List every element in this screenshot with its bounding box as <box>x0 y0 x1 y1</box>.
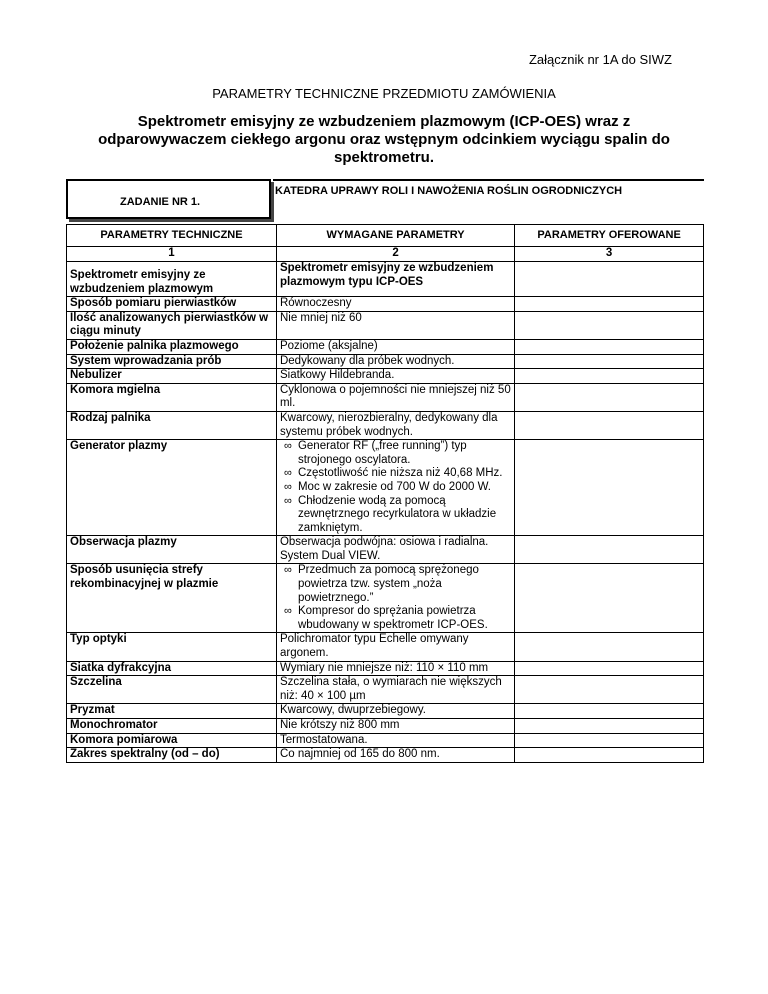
column-number: 2 <box>276 247 514 262</box>
required-value: Kwarcowy, nierozbieralny, dedykowany dla systemu próbek wodnych. <box>276 411 514 439</box>
table-row <box>67 297 704 312</box>
task-label: ZADANIE NR 1. <box>66 179 271 219</box>
required-value: Nie krótszy niż 800 mm <box>276 719 514 734</box>
required-value: Spektrometr emisyjny ze wzbudzeniem plazmowym typu ICP-OES <box>276 262 514 297</box>
parameter-name: Generator plazmy <box>67 440 277 536</box>
table-row <box>67 704 704 719</box>
offered-value-cell[interactable] <box>515 719 704 734</box>
parameter-name: Rodzaj palnika <box>67 411 277 439</box>
bullet-list <box>280 440 511 535</box>
document-heading: PARAMETRY TECHNICZNE PRZEDMIOTU ZAMÓWIENIA <box>212 86 556 101</box>
offered-value-cell[interactable] <box>515 354 704 369</box>
column-header-offered: PARAMETRY OFEROWANE <box>515 225 704 247</box>
parameter-name: Monochromator <box>67 719 277 734</box>
required-value-list <box>276 440 514 536</box>
offered-value-cell[interactable] <box>515 440 704 536</box>
offered-value-cell[interactable] <box>515 311 704 339</box>
required-value: Poziome (aksjalne) <box>276 339 514 354</box>
offered-value-cell[interactable] <box>515 748 704 763</box>
list-item: ∞ Chłodzenie wodą za pomocą zewnętrznego recyrkulatora w układzie zamkniętym. <box>284 495 511 536</box>
offered-value-cell[interactable] <box>515 383 704 411</box>
task-header <box>66 179 704 221</box>
column-number: 1 <box>67 247 277 262</box>
offered-value-cell[interactable] <box>515 262 704 297</box>
column-number: 3 <box>515 247 704 262</box>
offered-value-cell[interactable] <box>515 536 704 564</box>
list-item: ∞ Przedmuch za pomocą sprężonego powietrza tzw. system „noża powietrznego.” <box>284 564 511 605</box>
table-row <box>67 661 704 676</box>
table-row <box>67 411 704 439</box>
parameters-table <box>66 224 704 763</box>
table-row <box>67 564 704 633</box>
offered-value-cell[interactable] <box>515 411 704 439</box>
parameter-name: Siatka dyfrakcyjna <box>67 661 277 676</box>
parameter-name: Zakres spektralny (od – do) <box>67 748 277 763</box>
column-numbers-row <box>67 247 704 262</box>
offered-value-cell[interactable] <box>515 564 704 633</box>
table-row <box>67 633 704 661</box>
required-value: Siatkowy Hildebranda. <box>276 369 514 384</box>
required-value: Dedykowany dla próbek wodnych. <box>276 354 514 369</box>
table-row <box>67 369 704 384</box>
parameter-name: Typ optyki <box>67 633 277 661</box>
required-value-list <box>276 564 514 633</box>
table-row <box>67 339 704 354</box>
parameter-name: Szczelina <box>67 676 277 704</box>
parameter-name: Komora mgielna <box>67 383 277 411</box>
offered-value-cell[interactable] <box>515 704 704 719</box>
list-item: ∞ Kompresor do sprężania powietrza wbudowany w spektrometr ICP-OES. <box>284 605 511 632</box>
parameter-name: Ilość analizowanych pierwiastków w ciągu minuty <box>67 311 277 339</box>
offered-value-cell[interactable] <box>515 661 704 676</box>
required-value: Termostatowana. <box>276 733 514 748</box>
list-item: ∞ Moc w zakresie od 700 W do 2000 W. <box>284 481 511 495</box>
offered-value-cell[interactable] <box>515 633 704 661</box>
required-value: Szczelina stała, o wymiarach nie większych niż: 40 × 100 µm <box>276 676 514 704</box>
table-row <box>67 733 704 748</box>
table-row <box>67 440 704 536</box>
annex-label: Załącznik nr 1A do SIWZ <box>528 52 672 67</box>
table-row <box>67 383 704 411</box>
column-header-required: WYMAGANE PARAMETRY <box>276 225 514 247</box>
parameter-name: Sposób pomiaru pierwiastków <box>67 297 277 312</box>
offered-value-cell[interactable] <box>515 297 704 312</box>
list-item: ∞ Generator RF („free running”) typ strojonego oscylatora. <box>284 440 511 467</box>
required-value: Co najmniej od 165 do 800 nm. <box>276 748 514 763</box>
table-row <box>67 354 704 369</box>
required-value: Kwarcowy, dwuprzebiegowy. <box>276 704 514 719</box>
list-item: ∞ Częstotliwość nie niższa niż 40,68 MHz. <box>284 467 511 481</box>
offered-value-cell[interactable] <box>515 339 704 354</box>
required-value: Wymiary nie mniejsze niż: 110 × 110 mm <box>276 661 514 676</box>
table-row <box>67 748 704 763</box>
table-row <box>67 719 704 734</box>
offered-value-cell[interactable] <box>515 733 704 748</box>
table-row <box>67 311 704 339</box>
parameter-name: Położenie palnika plazmowego <box>67 339 277 354</box>
required-value: Obserwacja podwójna: osiowa i radialna. System Dual VIEW. <box>276 536 514 564</box>
required-value: Polichromator typu Echelle omywany argonem. <box>276 633 514 661</box>
parameter-name: Pryzmat <box>67 704 277 719</box>
parameter-name: Komora pomiarowa <box>67 733 277 748</box>
offered-value-cell[interactable] <box>515 676 704 704</box>
document-title: Spektrometr emisyjny ze wzbudzeniem plazmowym (ICP-OES) wraz z odparowywaczem ciekłego argonu oraz wstępnym odcinkiem wyciągu spalin do spektrometru. <box>98 113 670 166</box>
department-name: KATEDRA UPRAWY ROLI I NAWOŻENIA ROŚLIN OGRODNICZYCH <box>273 179 704 219</box>
bullet-list <box>280 564 511 632</box>
required-value: Cyklonowa o pojemności nie mniejszej niż 50 ml. <box>276 383 514 411</box>
parameter-name: Sposób usunięcia strefy rekombinacyjnej w plazmie <box>67 564 277 633</box>
parameter-name: Obserwacja plazmy <box>67 536 277 564</box>
required-value: Równoczesny <box>276 297 514 312</box>
parameter-name: Spektrometr emisyjny ze wzbudzeniem plazmowym <box>67 262 277 297</box>
parameter-name: System wprowadzania prób <box>67 354 277 369</box>
table-row <box>67 262 704 297</box>
offered-value-cell[interactable] <box>515 369 704 384</box>
column-header-technical: PARAMETRY TECHNICZNE <box>67 225 277 247</box>
table-row <box>67 676 704 704</box>
required-value: Nie mniej niż 60 <box>276 311 514 339</box>
parameter-name: Nebulizer <box>67 369 277 384</box>
table-row <box>67 536 704 564</box>
